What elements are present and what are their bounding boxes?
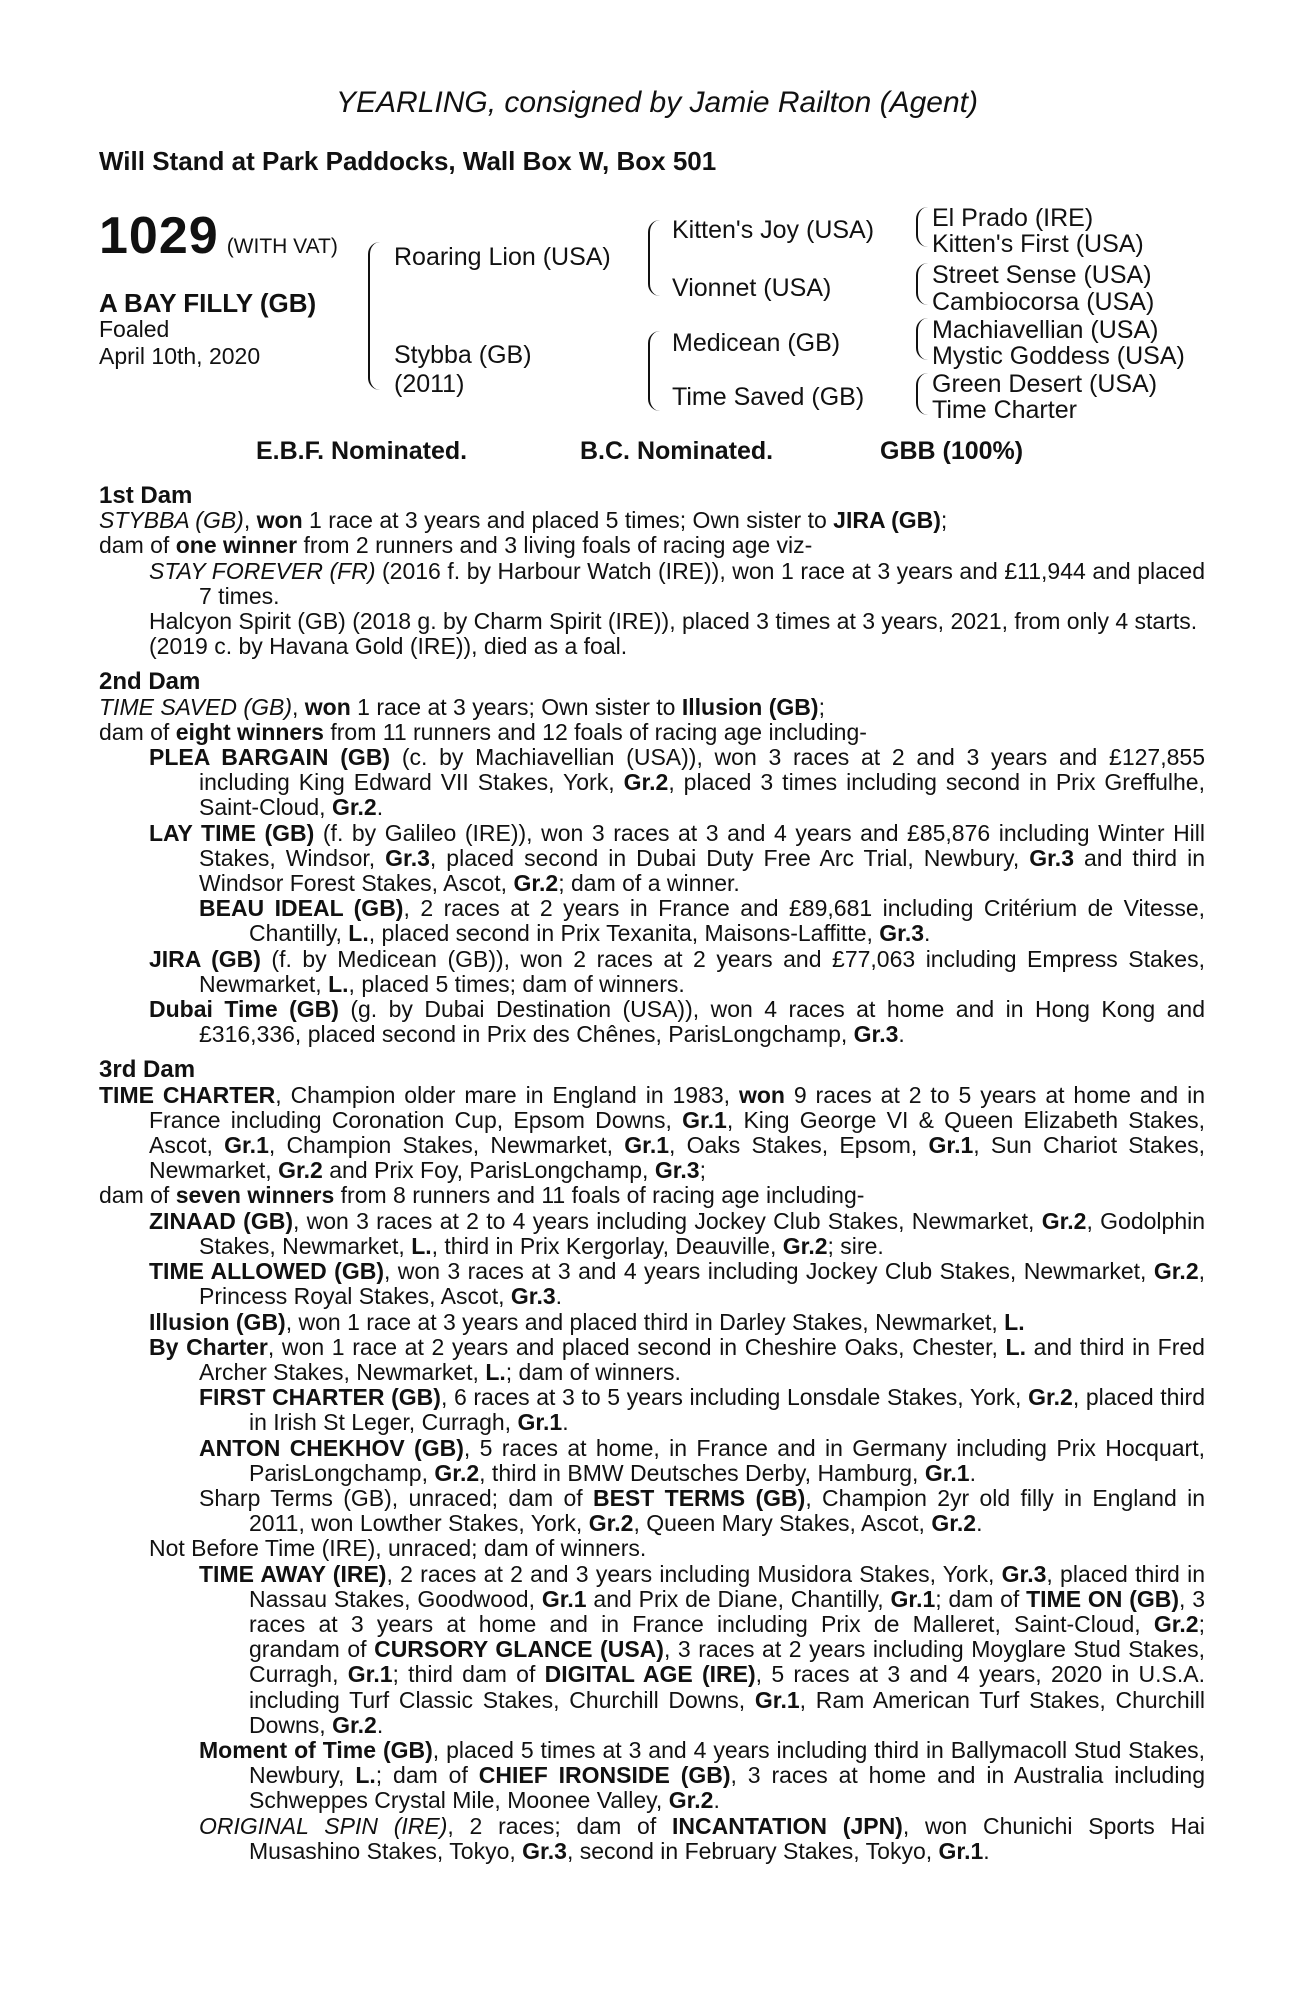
section-heading: 1st Dam [99, 482, 193, 509]
bold-text: Gr.2 [1041, 1207, 1087, 1234]
text-run: ; third dam of [392, 1661, 545, 1688]
text-run: (2019 c. by Havana Gold (IRE)), died as a foal. [149, 633, 628, 660]
pedigree-sire-sire: Kitten's Joy (USA) [672, 216, 875, 244]
text-run: . [898, 1021, 905, 1048]
pedigree-paragraph [149, 1209, 1205, 1259]
pedigree-sire: Roaring Lion (USA) [394, 243, 611, 271]
text-run: (f. by Medicean (GB)), won 2 races at 2 years and £77,063 including Empress Stakes, Newmarket, [199, 945, 1205, 997]
bold-text: Gr.2 [782, 1232, 828, 1259]
pedigree-paragraph [99, 720, 1205, 745]
pedigree-paragraph [199, 1738, 1205, 1814]
text-run: , 2 races at 2 and 3 years including Musidora Stakes, York, [386, 1560, 1002, 1587]
text-run: Sharp Terms (GB), unraced; dam of [199, 1484, 593, 1511]
bold-text: BEAU IDEAL (GB) [199, 895, 404, 922]
text-run: from 8 runners and 11 foals of racing age including- [334, 1182, 865, 1209]
text-run: , placed 3 times including second in Prix Greffulhe, Saint-Cloud, [199, 769, 1205, 821]
bold-text: L. [355, 1762, 376, 1789]
pedigree-paragraph [149, 559, 1205, 609]
bold-text: won [738, 1081, 785, 1108]
bold-text: Gr.1 [624, 1132, 670, 1159]
text-run: ; dam of winners. [505, 1358, 681, 1385]
text-run: ; sire. [827, 1232, 884, 1259]
pedigree-brace-dam [648, 331, 662, 411]
text-run: , won 3 races at 2 to 4 years including Jockey Club Stakes, Newmarket, [292, 1207, 1042, 1234]
pedigree-brace-4 [916, 373, 928, 415]
lot-number-value: 1029 [99, 207, 219, 265]
text-run: , placed third in Nassau Stakes, Goodwood, [249, 1560, 1205, 1612]
pedigree-g3: Street Sense (USA) [932, 261, 1152, 289]
text-run: (f. by Galileo (IRE)), won 3 races at 3 and 4 years and £85,876 including Winter Hill Stakes, Windsor, [199, 819, 1206, 871]
text-run: , Queen Mary Stakes, Ascot, [633, 1510, 932, 1537]
consignor-heading: YEARLING, consigned by Jamie Railton (Agent) [336, 86, 978, 119]
text-run: Halcyon Spirit (GB) (2018 g. by Charm Spirit (IRE)), placed 3 times at 3 years, 2021, from only 4 starts. [149, 608, 1198, 635]
bold-text: TIME ALLOWED (GB) [149, 1258, 384, 1285]
pedigree-paragraph [199, 1486, 1205, 1536]
text-run: . [555, 1283, 563, 1310]
text-run: and Prix Foy, ParisLongchamp, [322, 1157, 655, 1184]
pedigree-paragraph [199, 1814, 1205, 1864]
italic-text: TIME SAVED (GB) [99, 693, 292, 720]
pedigree-dam-sire: Medicean (GB) [672, 329, 841, 357]
pedigree-paragraph [149, 745, 1205, 821]
text-run: , 2 races at 2 years in France and £89,681 including Critérium de Vitesse, Chantilly, [249, 895, 1206, 947]
text-run: . [983, 1837, 990, 1864]
pedigree-g6: Mystic Goddess (USA) [932, 342, 1185, 370]
bold-text: Gr.1 [928, 1132, 974, 1159]
bold-text: Illusion (GB) [149, 1308, 286, 1335]
bold-text: Gr.2 [668, 1787, 714, 1814]
text-run: , Champion older mare in England in 1983, [275, 1081, 739, 1108]
text-run: . [924, 920, 931, 947]
text-run: . [976, 1510, 983, 1537]
bold-text: LAY TIME (GB) [149, 819, 315, 846]
text-run: . [969, 1459, 976, 1486]
pedigree-dam-year: (2011) [394, 370, 465, 398]
italic-text: STAY FOREVER (FR) [149, 557, 376, 584]
bold-text: Gr.2 [588, 1510, 634, 1537]
bold-text: L. [328, 970, 349, 997]
bold-text: Gr.2 [513, 870, 559, 897]
bold-text: Gr.3 [879, 920, 925, 947]
bold-text: L. [1005, 1333, 1026, 1360]
text-run: , 3 races at 2 years including Moyglare Stud Stakes, Curragh, [249, 1636, 1205, 1688]
pedigree-paragraph [199, 1385, 1205, 1435]
bold-text: Gr.1 [754, 1686, 800, 1713]
text-run: . [562, 1409, 569, 1436]
bold-text: Moment of Time (GB) [199, 1736, 433, 1763]
bold-text: Gr.3 [853, 1021, 899, 1048]
text-run: dam of [99, 718, 176, 745]
bold-text: L. [1004, 1308, 1025, 1335]
bold-text: won [304, 693, 351, 720]
vat-note: (WITH VAT) [226, 235, 338, 258]
bold-text: BEST TERMS (GB) [592, 1484, 806, 1511]
bold-text: PLEA BARGAIN (GB) [149, 744, 391, 771]
pedigree-paragraph [99, 1083, 1205, 1184]
text-run: , Godolphin Stakes, Newmarket, [199, 1207, 1206, 1259]
text-run: , 5 races at home, in France and in Germany including Prix Hocquart, ParisLongchamp, [249, 1434, 1205, 1486]
text-run: , placed 5 times at 3 and 4 years including third in Ballymacoll Stud Stakes, Newbury, [249, 1736, 1206, 1789]
text-run: (c. by Machiavellian (USA)), won 3 races at 2 and 3 years and £127,855 including King Edward VII Stakes, York, [199, 744, 1205, 796]
text-run: , placed second in Prix Texanita, Maisons-Laffitte, [368, 920, 880, 947]
bold-text: Illusion (GB) [681, 693, 819, 720]
pedigree-g5: Machiavellian (USA) [932, 316, 1159, 344]
text-run: , [243, 507, 257, 534]
text-run: . [376, 794, 384, 821]
text-run: , Oaks Stakes, Epsom, [669, 1132, 929, 1159]
pedigree-dam: Stybba (GB) [394, 341, 532, 369]
catalogue-body [99, 483, 1205, 1864]
text-run: dam of [99, 532, 176, 559]
text-run: , won 3 races at 3 and 4 years including Jockey Club Stakes, Newmarket, [384, 1258, 1154, 1285]
text-run: . [376, 1711, 384, 1738]
text-run: , third in BMW Deutsches Derby, Hamburg, [479, 1459, 925, 1486]
text-run: , 6 races at 3 to 5 years including Lonsdale Stakes, York, [440, 1384, 1029, 1411]
pedigree-paragraph [99, 533, 1205, 558]
text-run: , placed third in Irish St Leger, Curragh, [249, 1384, 1205, 1436]
pedigree-paragraph [149, 1335, 1205, 1385]
bold-text: Gr.2 [931, 1510, 977, 1537]
bold-text: won [256, 507, 303, 534]
pedigree-paragraph [149, 1536, 1205, 1561]
bold-text: Gr.3 [522, 1837, 567, 1864]
pedigree-paragraph [99, 695, 1205, 720]
text-run: , won 1 race at 3 years and placed third in Darley Stakes, Newmarket, [285, 1308, 1005, 1335]
bold-text: Gr.1 [541, 1585, 587, 1612]
text-run: 1 race at 3 years and placed 5 times; Own sister to [302, 507, 834, 534]
bold-text: Gr.1 [517, 1409, 563, 1436]
text-run: , won Chunichi Sports Hai Musashino Stakes, Tokyo, [249, 1812, 1206, 1864]
gbb-status: GBB (100%) [880, 437, 1024, 465]
text-run: ; dam of [375, 1762, 479, 1789]
bold-text: ANTON CHEKHOV (GB) [199, 1434, 464, 1461]
pedigree-paragraph [149, 1310, 1205, 1335]
foaled-label: Foaled [99, 316, 170, 342]
pedigree-paragraph [149, 609, 1205, 634]
pedigree-paragraph [199, 896, 1205, 946]
text-run: , Champion 2yr old filly in England in 2011, won Lowther Stakes, York, [249, 1484, 1205, 1537]
text-run: , 3 races at 3 years at home and in France including Prix de Malleret, Saint-Cloud, [249, 1585, 1206, 1637]
lot-number [99, 206, 338, 266]
text-run: , 2 races; dam of [447, 1812, 672, 1839]
bold-text: ZINAAD (GB) [149, 1207, 293, 1234]
bold-text: Gr.2 [1028, 1384, 1073, 1411]
bold-text: eight winners [175, 718, 324, 745]
text-run: 1 race at 3 years; Own sister to [350, 693, 682, 720]
horse-description: A BAY FILLY (GB) [99, 288, 317, 318]
pedigree-brace-sire [648, 220, 662, 296]
pedigree-brace-main [368, 242, 382, 390]
pedigree-g2: Kitten's First (USA) [932, 230, 1144, 258]
text-run: , Champion Stakes, Newmarket, [268, 1132, 625, 1159]
bold-text: Gr.2 [331, 794, 377, 821]
text-run: , won 1 race at 2 years and placed second in Cheshire Oaks, Chester, [267, 1333, 1006, 1360]
text-run: , placed 5 times; dam of winners. [348, 970, 685, 997]
pedigree-paragraph [149, 997, 1205, 1047]
text-run: , second in February Stakes, Tokyo, [566, 1837, 939, 1864]
pedigree-paragraph [199, 1436, 1205, 1486]
bold-text: TIME CHARTER [99, 1081, 276, 1108]
pedigree-paragraph [149, 821, 1205, 897]
bold-text: JIRA (GB) [149, 945, 261, 972]
bold-text: Gr.1 [682, 1106, 727, 1133]
text-run: , [291, 693, 305, 720]
text-run: ; [940, 507, 948, 534]
text-run: from 11 runners and 12 foals of racing age including- [323, 718, 867, 745]
bold-text: Gr.1 [924, 1459, 970, 1486]
bold-text: L. [411, 1232, 432, 1259]
text-run: from 2 runners and 3 living foals of racing age viz- [297, 532, 813, 559]
bold-text: one winner [175, 532, 298, 559]
text-run: Not Before Time (IRE), unraced; dam of winners. [149, 1535, 647, 1562]
pedigree-paragraph [99, 508, 1205, 533]
bold-text: Gr.2 [623, 769, 669, 796]
bc-nomination: B.C. Nominated. [580, 437, 774, 465]
pedigree-brace-3 [916, 318, 928, 360]
bold-text: TIME AWAY (IRE) [199, 1560, 387, 1587]
text-run: ; grandam of [249, 1610, 1205, 1663]
text-run: , placed second in Dubai Duty Free Arc Trial, Newbury, [429, 844, 1030, 871]
text-run: (2016 f. by Harbour Watch (IRE)), won 1 race at 3 years and £11,944 and placed 7 times. [199, 557, 1206, 609]
text-run: and third in Fred Archer Stakes, Newmarket, [199, 1333, 1205, 1385]
bold-text: Gr.1 [938, 1837, 984, 1864]
text-run: ; dam of a winner. [558, 870, 740, 897]
text-run: , 5 races at 3 and 4 years, 2020 in U.S.A. including Turf Classic Stakes, Churchill Downs, [249, 1661, 1206, 1713]
text-run: ; dam of [935, 1585, 1027, 1612]
text-run: , 3 races at home and in Australia including Schweppes Crystal Mile, Moonee Valley, [249, 1762, 1206, 1814]
pedigree-paragraph [149, 1259, 1205, 1309]
stand-location: Will Stand at Park Paddocks, Wall Box W, Box 501 [99, 146, 717, 176]
bold-text: TIME ON (GB) [1026, 1585, 1180, 1612]
foaled-date [99, 316, 260, 370]
text-run: , Princess Royal Stakes, Ascot, [199, 1258, 1206, 1310]
bold-text: JIRA (GB) [833, 507, 941, 534]
bold-text: Gr.3 [510, 1283, 556, 1310]
text-run: dam of [99, 1182, 176, 1209]
pedigree-sire-dam: Vionnet (USA) [672, 274, 832, 302]
bold-text: Gr.3 [1029, 844, 1074, 871]
pedigree-g1: El Prado (IRE) [932, 204, 1094, 232]
bold-text: Gr.2 [1153, 1258, 1199, 1285]
pedigree-dam-dam: Time Saved (GB) [672, 383, 865, 411]
text-run: , third in Prix Kergorlay, Deauville, [431, 1232, 783, 1259]
bold-text: Gr.1 [890, 1585, 936, 1612]
bold-text: FIRST CHARTER (GB) [199, 1384, 441, 1411]
bold-text: L. [485, 1358, 506, 1385]
bold-text: Gr.3 [654, 1157, 700, 1184]
bold-text: Gr.1 [347, 1661, 393, 1688]
pedigree-paragraph [149, 947, 1205, 997]
bold-text: seven winners [175, 1182, 335, 1209]
bold-text: By Charter [149, 1333, 268, 1360]
bold-text: CHIEF IRONSIDE (GB) [478, 1762, 731, 1789]
pedigree-g8: Time Charter [932, 396, 1077, 424]
text-run: , King George VI & Queen Elizabeth Stakes, Ascot, [149, 1106, 1206, 1159]
italic-text: ORIGINAL SPIN (IRE) [199, 1812, 448, 1839]
bold-text: Gr.3 [1001, 1560, 1047, 1587]
pedigree-g4: Cambiocorsa (USA) [932, 288, 1155, 316]
pedigree-brace-1 [916, 207, 928, 247]
pedigree-paragraph [199, 1562, 1205, 1738]
text-run: , Sun Chariot Stakes, Newmarket, [149, 1132, 1206, 1184]
italic-text: STYBBA (GB) [99, 507, 244, 534]
bold-text: INCANTATION (JPN) [672, 1812, 903, 1839]
pedigree-g7: Green Desert (USA) [932, 370, 1158, 398]
text-run: and third in Windsor Forest Stakes, Ascot, [199, 844, 1205, 897]
text-run: . [713, 1787, 720, 1814]
bold-text: DIGITAL AGE (IRE) [544, 1661, 756, 1688]
text-run: and Prix de Diane, Chantilly, [586, 1585, 891, 1612]
text-run: , Ram American Turf Stakes, Churchill Downs, [249, 1686, 1205, 1738]
section-heading: 2nd Dam [99, 668, 201, 696]
bold-text: Gr.1 [224, 1132, 269, 1159]
text-run: (g. by Dubai Destination (USA)), won 4 races at home and in Hong Kong and £316,336, placed second in Prix des Chênes, ParisLongchamp, [199, 996, 1205, 1048]
bold-text: Gr.2 [1153, 1610, 1199, 1637]
bold-text: Gr.2 [434, 1459, 480, 1486]
bold-text: L. [348, 920, 369, 947]
ebf-nomination: E.B.F. Nominated. [256, 437, 468, 465]
text-run: ; [818, 693, 825, 720]
pedigree-brace-2 [916, 263, 928, 305]
pedigree-paragraph [99, 1183, 1205, 1208]
bold-text: Gr.3 [385, 844, 430, 871]
text-run: 9 races at 2 to 5 years at home and in France including Coronation Cup, Epsom Downs, [149, 1081, 1205, 1133]
bold-text: Dubai Time (GB) [149, 996, 339, 1023]
bold-text: CURSORY GLANCE (USA) [374, 1636, 664, 1663]
bold-text: Gr.2 [332, 1711, 377, 1738]
foaled-value: April 10th, 2020 [99, 343, 261, 369]
bold-text: Gr.2 [278, 1157, 323, 1184]
text-run: ; [699, 1157, 706, 1184]
pedigree-paragraph [149, 634, 1205, 659]
section-heading: 3rd Dam [99, 1056, 196, 1084]
